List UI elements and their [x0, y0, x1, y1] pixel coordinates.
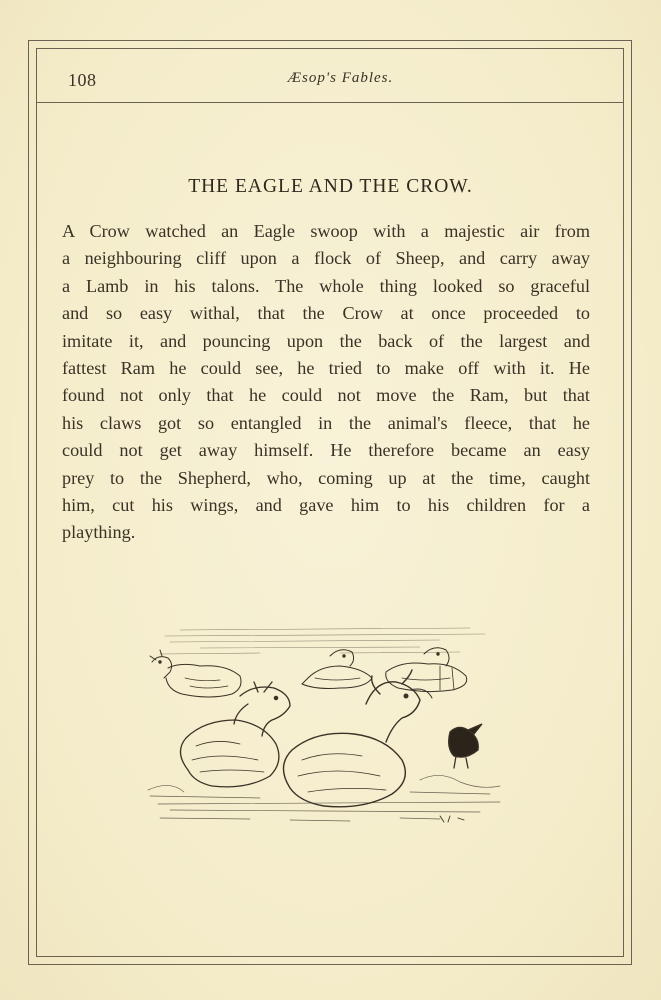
text-line: and so easy withal, that the Crow at once proceeded to	[62, 303, 590, 324]
text-line: prey to the Shepherd, who, coming up at the time, caught	[62, 467, 590, 488]
sheep-engraving-icon	[140, 620, 510, 830]
text-line: plaything.	[62, 522, 136, 543]
page-number: 108	[68, 70, 97, 90]
text-line: A Crow watched an Eagle swoop with a majestic air from	[62, 221, 590, 241]
header-rule	[36, 102, 624, 103]
text-line: him, cut his wings, and gave him to his children for a	[62, 495, 590, 516]
text-line: a Lamb in his talons. The whole thing looked so graceful	[62, 275, 590, 296]
text-line: fattest Ram he could see, he tried to make off with it. He	[62, 358, 590, 379]
sheep-and-crow-illustration	[140, 620, 510, 830]
text-line: imitate it, and pouncing upon the back of the largest and	[62, 330, 590, 351]
running-head	[0, 70, 661, 87]
text-line: his claws got so entangled in the animal's fleece, that he	[62, 412, 590, 433]
fable-text	[62, 218, 590, 547]
text-line: a neighbouring cliff upon a flock of Sheep, and carry away	[62, 248, 590, 269]
text-line: could not get away himself. He therefore became an easy	[62, 440, 590, 461]
text-line: found not only that he could not move the Ram, but that	[62, 385, 590, 406]
running-head-text: Æsop's Fables.	[287, 70, 394, 86]
fable-title: THE EAGLE AND THE CROW.	[188, 176, 473, 197]
